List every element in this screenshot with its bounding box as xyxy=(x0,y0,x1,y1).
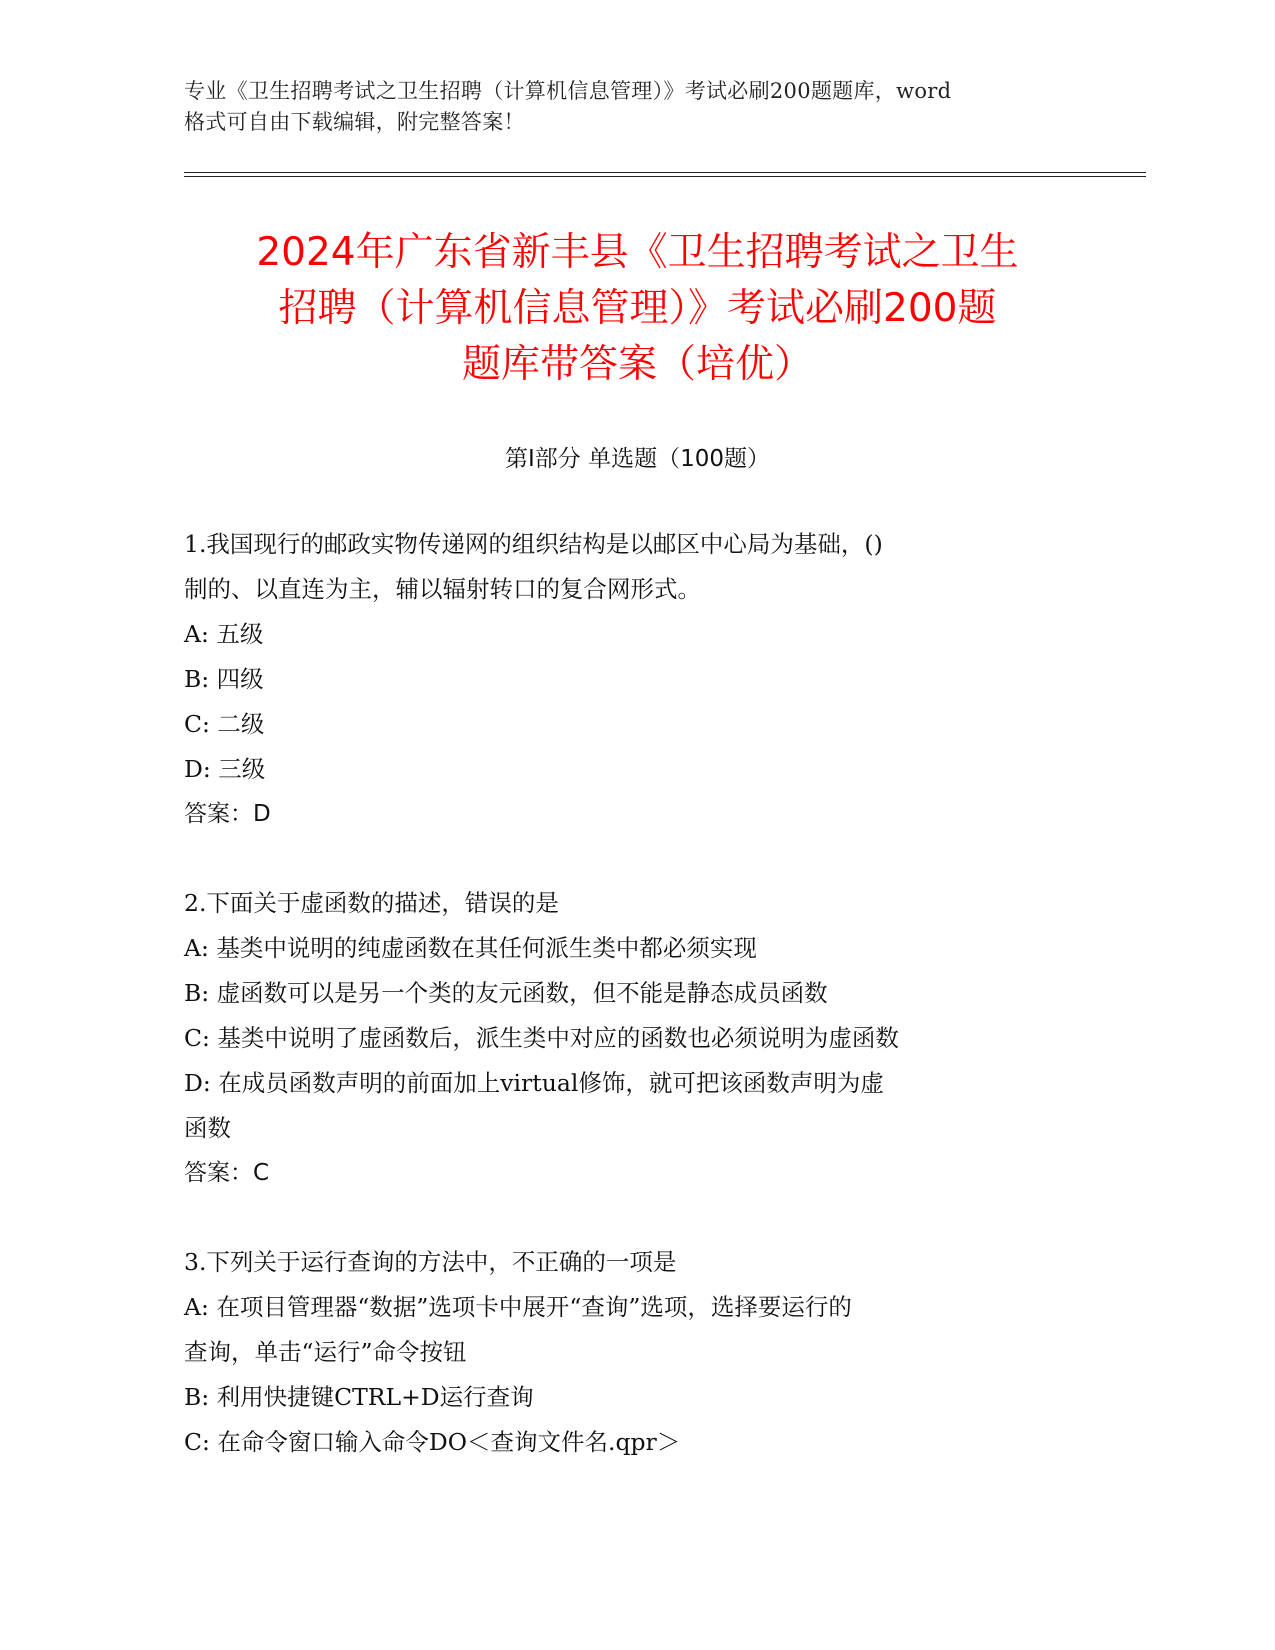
header-line-1: 专业《卫生招聘考试之卫生招聘（计算机信息管理）》考试必刷200题题库，word xyxy=(184,79,952,103)
document-title xyxy=(150,225,1125,393)
option-a: A: 在项目管理器“数据”选项卡中展开“查询”选项，选择要运行的 xyxy=(184,1293,852,1321)
option-c: C: 二级 xyxy=(184,710,265,738)
question-stem: 2.下面关于虚函数的描述，错误的是 xyxy=(184,889,559,917)
option-a: A: 基类中说明的纯虚函数在其任何派生类中都必须实现 xyxy=(184,934,757,962)
header-line-2: 格式可自由下载编辑，附完整答案！ xyxy=(184,110,525,134)
answer: 答案：D xyxy=(184,801,271,827)
question-3 xyxy=(184,1240,1084,1465)
option-d: D: 三级 xyxy=(184,755,266,783)
question-spacer xyxy=(184,1196,1084,1240)
option-a-continued: 查询，单击“运行”命令按钮 xyxy=(184,1338,467,1366)
title-line-1: 2024年广东省新丰县《卫生招聘考试之卫生 xyxy=(256,230,1019,275)
question-list xyxy=(184,522,1084,1465)
title-line-2: 招聘（计算机信息管理）》考试必刷200题 xyxy=(278,286,997,331)
option-c: C: 基类中说明了虚函数后，派生类中对应的函数也必须说明为虚函数 xyxy=(184,1024,899,1052)
question-1 xyxy=(184,522,1084,837)
question-stem: 1.我国现行的邮政实物传递网的组织结构是以邮区中心局为基础，() xyxy=(184,530,883,558)
question-2 xyxy=(184,881,1084,1196)
question-stem: 3.下列关于运行查询的方法中，不正确的一项是 xyxy=(184,1248,677,1276)
header-rule-2 xyxy=(184,176,1146,177)
option-a: A: 五级 xyxy=(184,620,264,648)
option-b: B: 四级 xyxy=(184,665,264,693)
option-c: C: 在命令窗口输入命令DO＜查询文件名.qpr＞ xyxy=(184,1428,681,1456)
title-line-3: 题库带答案（培优） xyxy=(461,342,813,387)
question-spacer xyxy=(184,837,1084,881)
answer: 答案：C xyxy=(184,1160,270,1186)
option-b: B: 利用快捷键CTRL+D运行查询 xyxy=(184,1383,534,1411)
option-d-continued: 函数 xyxy=(184,1114,231,1142)
option-d: D: 在成员函数声明的前面加上virtual修饰，就可把该函数声明为虚 xyxy=(184,1069,884,1097)
question-stem-continued: 制的、以直连为主，辅以辐射转口的复合网形式。 xyxy=(184,575,701,603)
header-rule-1 xyxy=(184,172,1146,173)
section-title: 第Ⅰ部分 单选题（100题） xyxy=(505,446,770,472)
document-header xyxy=(184,76,1084,138)
option-b: B: 虚函数可以是另一个类的友元函数，但不能是静态成员函数 xyxy=(184,979,828,1007)
